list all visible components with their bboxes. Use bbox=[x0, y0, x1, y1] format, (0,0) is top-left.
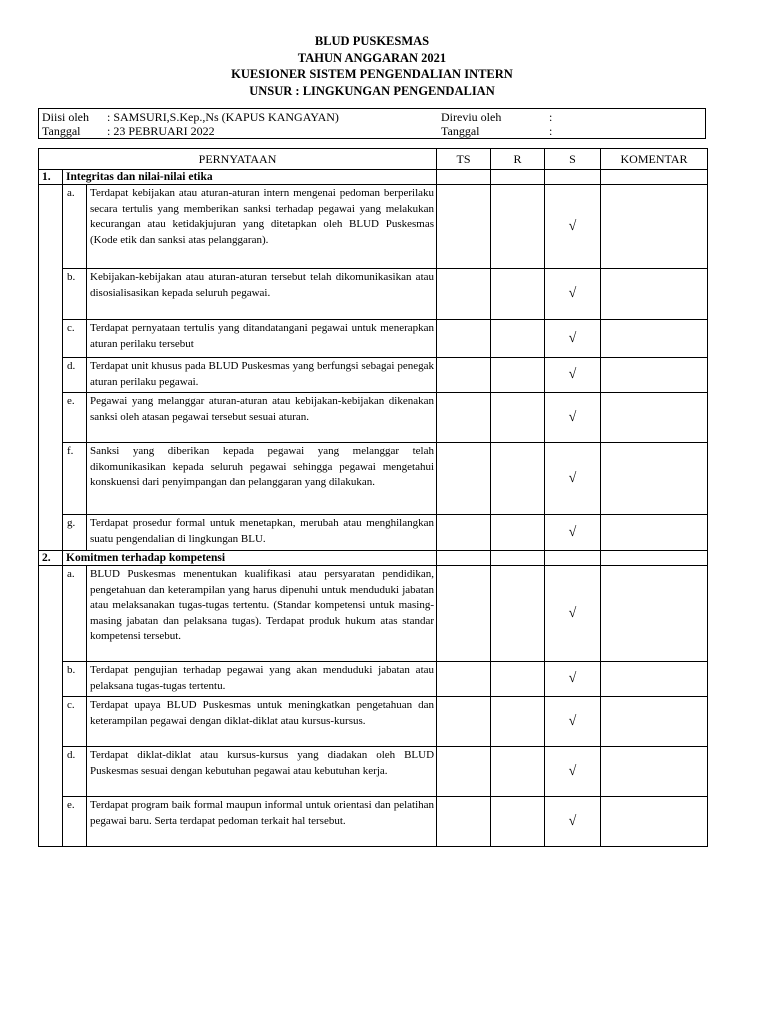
item-letter: d. bbox=[63, 747, 87, 797]
date-value: : 23 PEBRUARI 2022 bbox=[107, 124, 215, 138]
comment-cell[interactable] bbox=[601, 393, 708, 443]
ts-cell[interactable] bbox=[437, 515, 491, 551]
ts-cell[interactable] bbox=[437, 358, 491, 393]
item-statement: Terdapat diklat-diklat atau kursus-kursus yang diadakan oleh BLUD Puskesmas sesuai dengan kebutuhan pegawai atau kebutuhan kerja. bbox=[87, 747, 437, 797]
item-letter: a. bbox=[63, 566, 87, 662]
item-letter: e. bbox=[63, 393, 87, 443]
r-cell[interactable] bbox=[491, 185, 545, 269]
item-statement: Pegawai yang melanggar aturan-aturan atau kebijakan-kebijakan dikenakan sanksi oleh atasan pegawai tersebut sesuai aturan. bbox=[87, 393, 437, 443]
s-cell-checked[interactable]: √ bbox=[545, 320, 601, 358]
ts-cell[interactable] bbox=[437, 697, 491, 747]
item-letter: e. bbox=[63, 797, 87, 847]
s-cell-checked[interactable]: √ bbox=[545, 697, 601, 747]
ts-cell[interactable] bbox=[437, 443, 491, 515]
header-line-2: TAHUN ANGGARAN 2021 bbox=[297, 50, 447, 65]
item-letter: c. bbox=[63, 320, 87, 358]
section-indent-cell bbox=[39, 566, 63, 847]
filled-by-value: : SAMSURI,S.Kep.,Ns (KAPUS KANGAYAN) bbox=[107, 110, 339, 124]
item-statement: Terdapat unit khusus pada BLUD Puskesmas yang berfungsi sebagai penegak aturan perilaku pegawai. bbox=[87, 358, 437, 393]
item-statement: Terdapat upaya BLUD Puskesmas untuk meningkatkan pengetahuan dan keterampilan pegawai dengan diklat-diklat atau kursus-kursus. bbox=[87, 697, 437, 747]
header-line-1: BLUD PUSKESMAS bbox=[314, 34, 430, 48]
review-date-label: Tanggal bbox=[441, 124, 480, 138]
s-cell-checked[interactable]: √ bbox=[545, 747, 601, 797]
comment-cell[interactable] bbox=[601, 797, 708, 847]
ts-cell[interactable] bbox=[437, 320, 491, 358]
ts-cell[interactable] bbox=[437, 797, 491, 847]
reviewed-by-label: Direviu oleh bbox=[441, 110, 502, 124]
table-row bbox=[39, 393, 708, 443]
section-indent-cell bbox=[39, 185, 63, 551]
table-row bbox=[39, 697, 708, 747]
comment-cell[interactable] bbox=[601, 515, 708, 551]
item-letter: c. bbox=[63, 697, 87, 747]
r-cell[interactable] bbox=[491, 747, 545, 797]
table-row bbox=[39, 185, 708, 269]
s-cell-checked[interactable]: √ bbox=[545, 515, 601, 551]
comment-cell[interactable] bbox=[601, 185, 708, 269]
ts-cell[interactable] bbox=[437, 747, 491, 797]
r-cell[interactable] bbox=[491, 797, 545, 847]
document-header bbox=[0, 33, 744, 99]
ts-cell[interactable] bbox=[437, 185, 491, 269]
header-s: S bbox=[545, 149, 601, 170]
item-statement: Terdapat prosedur formal untuk menetapkan, merubah atau menghilangkan suatu pengendalian di lingkungan BLU. bbox=[87, 515, 437, 551]
table-header-row bbox=[39, 149, 708, 170]
item-statement: Terdapat pengujian terhadap pegawai yang akan menduduki jabatan atau pelaksana tugas-tugas tertentu. bbox=[87, 662, 437, 697]
s-cell-checked[interactable]: √ bbox=[545, 358, 601, 393]
section-row bbox=[39, 170, 708, 185]
comment-cell[interactable] bbox=[601, 697, 708, 747]
comment-cell[interactable] bbox=[601, 269, 708, 320]
s-cell-checked[interactable]: √ bbox=[545, 185, 601, 269]
item-letter: f. bbox=[63, 443, 87, 515]
s-cell-checked[interactable]: √ bbox=[545, 566, 601, 662]
header-r: R bbox=[491, 149, 545, 170]
s-cell-checked[interactable]: √ bbox=[545, 797, 601, 847]
ts-cell[interactable] bbox=[437, 662, 491, 697]
r-cell[interactable] bbox=[491, 697, 545, 747]
comment-cell[interactable] bbox=[601, 566, 708, 662]
table-row bbox=[39, 662, 708, 697]
r-cell[interactable] bbox=[491, 269, 545, 320]
review-date-value: : bbox=[549, 124, 553, 138]
item-letter: g. bbox=[63, 515, 87, 551]
s-cell-checked[interactable]: √ bbox=[545, 269, 601, 320]
date-label: Tanggal bbox=[42, 124, 81, 138]
item-statement: Terdapat program baik formal maupun informal untuk orientasi dan pelatihan pegawai baru. Serta terdapat pedoman terkait hal tersebut. bbox=[87, 797, 437, 847]
table-row bbox=[39, 269, 708, 320]
questionnaire-table bbox=[38, 148, 708, 847]
reviewed-by-value: : bbox=[549, 110, 553, 124]
table-row bbox=[39, 443, 708, 515]
item-statement: Kebijakan-kebijakan atau aturan-aturan tersebut telah dikomunikasikan atau disosialisasikan kepada seluruh pegawai. bbox=[87, 269, 437, 320]
ts-cell[interactable] bbox=[437, 393, 491, 443]
table-row bbox=[39, 515, 708, 551]
item-letter: b. bbox=[63, 662, 87, 697]
section-title: Komitmen terhadap kompetensi bbox=[63, 551, 437, 566]
header-ts: TS bbox=[437, 149, 491, 170]
table-row bbox=[39, 566, 708, 662]
r-cell[interactable] bbox=[491, 662, 545, 697]
item-letter: b. bbox=[63, 269, 87, 320]
section-row bbox=[39, 551, 708, 566]
s-cell-checked[interactable]: √ bbox=[545, 393, 601, 443]
r-cell[interactable] bbox=[491, 358, 545, 393]
ts-cell[interactable] bbox=[437, 269, 491, 320]
r-cell[interactable] bbox=[491, 566, 545, 662]
comment-cell[interactable] bbox=[601, 358, 708, 393]
table-row bbox=[39, 358, 708, 393]
section-number: 1. bbox=[39, 170, 63, 185]
s-cell-checked[interactable]: √ bbox=[545, 443, 601, 515]
table-row bbox=[39, 797, 708, 847]
comment-cell[interactable] bbox=[601, 747, 708, 797]
comment-cell[interactable] bbox=[601, 443, 708, 515]
item-letter: d. bbox=[63, 358, 87, 393]
item-statement: Sanksi yang diberikan kepada pegawai yang melanggar telah dikomunikasikan kepada seluruh pegawai sehingga pegawai mengetahui konskuensi dari penyimpangan dan pelanggaran yang dilakukan. bbox=[87, 443, 437, 515]
section-title: Integritas dan nilai-nilai etika bbox=[63, 170, 437, 185]
comment-cell[interactable] bbox=[601, 662, 708, 697]
header-comment: KOMENTAR bbox=[601, 149, 708, 170]
header-line-3: KUESIONER SISTEM PENGENDALIAN INTERN bbox=[231, 67, 513, 81]
table-row bbox=[39, 320, 708, 358]
table-row bbox=[39, 747, 708, 797]
ts-cell[interactable] bbox=[437, 566, 491, 662]
r-cell[interactable] bbox=[491, 320, 545, 358]
item-letter: a. bbox=[63, 185, 87, 269]
item-statement: BLUD Puskesmas menentukan kualifikasi atau persyaratan pendidikan, pengetahuan dan keterampilan yang harus dipenuhi untuk menduduki jabatan atau melaksanakan tugas-tugas tertentu. (Standar kompetensi untuk masing-masing jabatan dan pelaksana tugas). Terdapat produk hukum atas standar kompetensi tersebut. bbox=[87, 566, 437, 662]
header-line-4: UNSUR : LINGKUNGAN PENGENDALIAN bbox=[249, 83, 495, 98]
r-cell[interactable] bbox=[491, 393, 545, 443]
header-statement: PERNYATAAN bbox=[39, 149, 437, 170]
item-statement: Terdapat kebijakan atau aturan-aturan intern mengenai pedoman berperilaku secara tertulis yang memberikan sanksi terhadap pegawai yang melakukan kecurangan atau ketidakjujuran yang ditetapkan oleh BLUD Puskesmas (Kode etik dan sanksi atas pelanggaran). bbox=[87, 185, 437, 269]
filled-by-label: Diisi oleh bbox=[42, 110, 89, 124]
r-cell[interactable] bbox=[491, 515, 545, 551]
section-number: 2. bbox=[39, 551, 63, 566]
s-cell-checked[interactable]: √ bbox=[545, 662, 601, 697]
info-box bbox=[38, 108, 706, 139]
comment-cell[interactable] bbox=[601, 320, 708, 358]
item-statement: Terdapat pernyataan tertulis yang ditandatangani pegawai untuk menerapkan aturan perilaku tersebut bbox=[87, 320, 437, 358]
r-cell[interactable] bbox=[491, 443, 545, 515]
